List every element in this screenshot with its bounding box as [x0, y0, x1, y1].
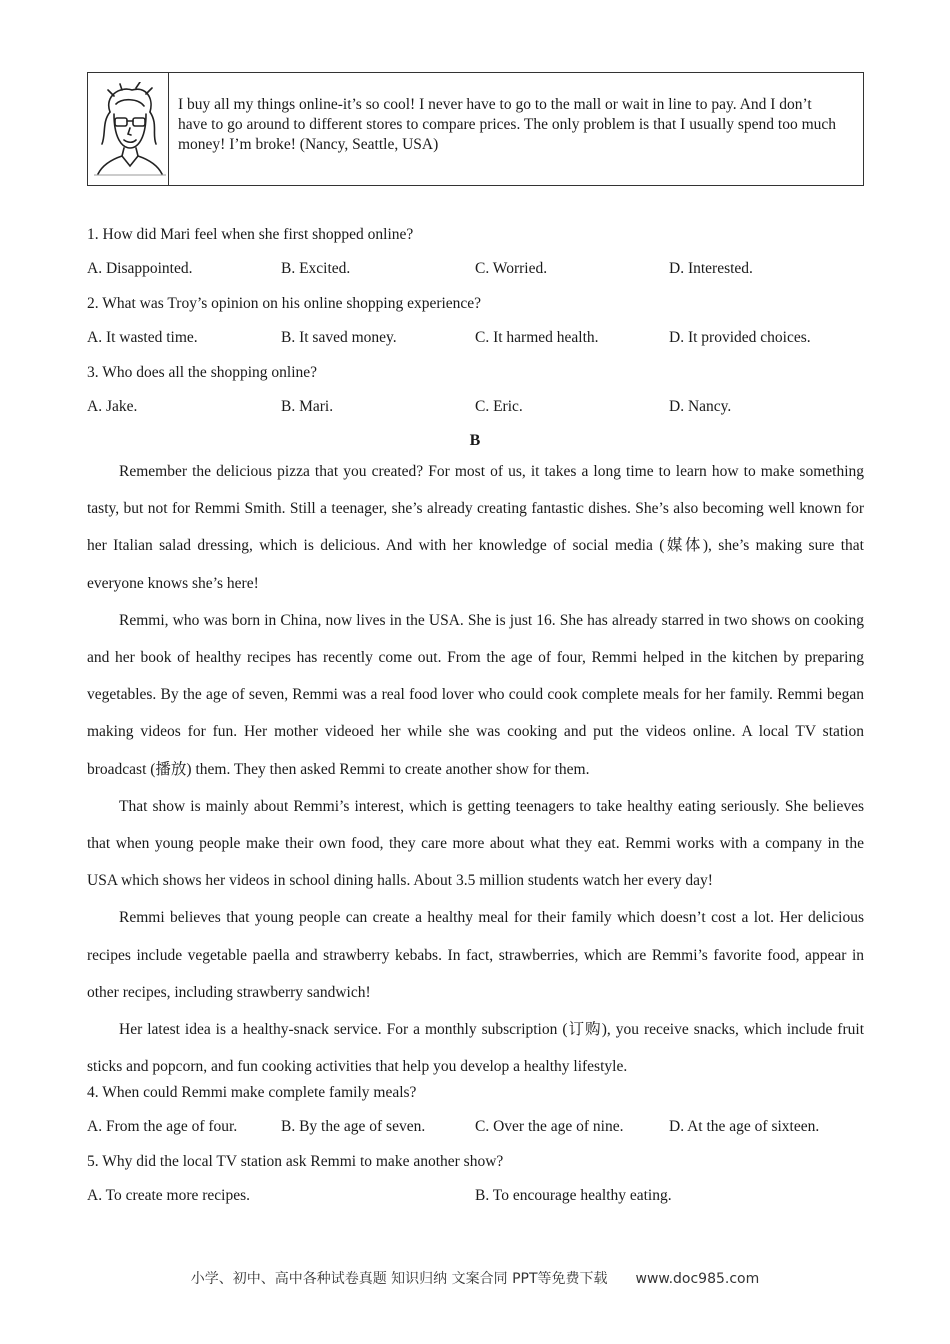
option-c: C. Eric.: [475, 398, 523, 415]
option-a: A. To create more recipes.: [87, 1187, 251, 1204]
option-b: B. To encourage healthy eating.: [475, 1187, 672, 1204]
question-stem: 1. How did Mari feel when she first shopped online?: [87, 226, 414, 243]
option-a: A. From the age of four.: [87, 1118, 238, 1135]
passage-paragraph: Remmi believes that young people can create a healthy meal for their family which doesn’t cost a lot. Her delicious recipes include vegetable paella and strawberry kebabs. In fact, strawberries, which are Remmi’s favorite food, appear in other recipes, including strawberry sandwich!: [87, 909, 864, 1001]
passage-paragraph: That show is mainly about Remmi’s interest, which is getting teenagers to take healthy eating seriously. She believes that when young people make their own food, they care more about what they eat. Remmi works with a company in the USA which shows her videos in school dining halls. About 3.5 million students watch her every day!: [87, 797, 864, 890]
option-d: D. It provided choices.: [669, 329, 811, 346]
option-a: A. Jake.: [87, 398, 138, 415]
passage-paragraph: Remember the delicious pizza that you created? For most of us, it takes a long time to learn how to make something tasty, but not for Remmi Smith. Still a teenager, she’s already creating fantastic dishes. She’s also becoming well known for her Italian salad dressing, which is delicious. And with her knowledge of social media (媒体), she’s making sure that everyone knows she’s here!: [87, 463, 864, 592]
option-d: D. Interested.: [669, 260, 753, 277]
section-title: B: [469, 432, 481, 449]
option-c: C. It harmed health.: [475, 329, 599, 346]
option-b: B. Excited.: [281, 260, 351, 277]
option-b: B. It saved money.: [281, 329, 397, 346]
option-d: D. At the age of sixteen.: [669, 1118, 820, 1135]
quote-box: [87, 72, 864, 186]
option-b: B. By the age of seven.: [281, 1118, 426, 1135]
passage-paragraph: Her latest idea is a healthy-snack service. For a monthly subscription (订购), you receive snacks, which include fruit sticks and popcorn, and fun cooking activities that help you develop a healthy lifestyle.: [87, 1021, 864, 1076]
quote-text: I buy all my things online-it’s so cool! I never have to go to the mall or wait in line to pay. And I don’t have to go around to different stores to compare prices. The only problem is that I usually spend too much money! I’m broke! (Nancy, Seattle, USA): [178, 96, 837, 153]
question-stem: 4. When could Remmi make complete family meals?: [87, 1084, 417, 1101]
reading-passage: [87, 453, 864, 1085]
option-a: A. It wasted time.: [87, 329, 198, 346]
option-b: B. Mari.: [281, 398, 334, 415]
question-stem: 3. Who does all the shopping online?: [87, 364, 318, 381]
option-d: D. Nancy.: [669, 398, 732, 415]
woman-with-glasses-cartoon-icon: [88, 82, 168, 176]
passage-paragraph: Remmi, who was born in China, now lives in the USA. She is just 16. She has already starred in two shows on cooking and her book of healthy recipes has recently come out. From the age of four, Remmi helped in the kitchen by preparing vegetables. By the age of seven, Remmi was a real food lover who could cook complete meals for her family. Remmi began making videos for fun. Her mother videoed her while she was cooking and put the videos online. A local TV station broadcast (播放) them. They then asked Remmi to create another show for them.: [87, 611, 864, 778]
question-stem: 5. Why did the local TV station ask Remmi to make another show?: [87, 1153, 504, 1170]
option-c: C. Worried.: [475, 260, 548, 277]
footer-watermark: 小学、初中、高中各种试卷真题 知识归纳 文案合同 PPT等免费下载 www.doc985.com: [190, 1271, 760, 1287]
question-stem: 2. What was Troy’s opinion on his online shopping experience?: [87, 295, 482, 312]
option-c: C. Over the age of nine.: [475, 1118, 624, 1135]
avatar-cell: [88, 73, 169, 185]
option-a: A. Disappointed.: [87, 260, 193, 277]
